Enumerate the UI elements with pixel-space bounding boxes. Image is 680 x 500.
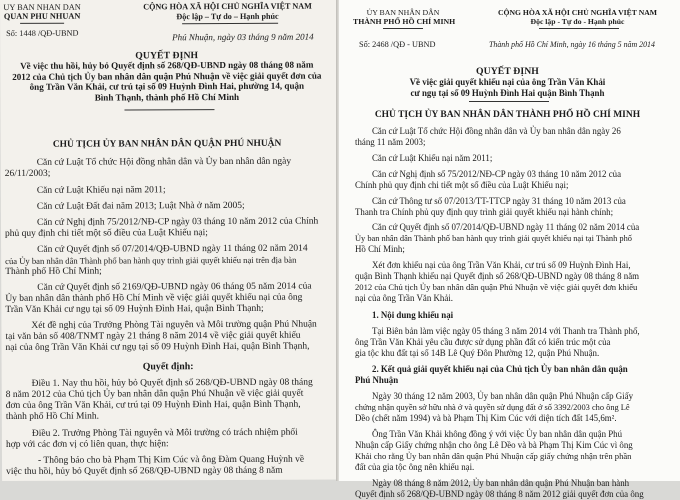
right-body-line: Ủy ban nhân dân Thành phố ban hành quy trình giải quyết khiếu nại tại Thành phố — [355, 234, 632, 243]
right-body-line: 2012 của Chủ tịch Ủy ban nhân dân quận Phú Nhuận về việc giải quyết đơn khiếu — [355, 282, 638, 292]
left-article-1-line: Điều 1. Nay thu hồi, hủy bỏ Quyết định số 268/QĐ-UBND ngày 08 tháng — [31, 377, 313, 389]
left-article-2-line: - Thông báo cho bà Phạm Thị Kim Cúc và ông Đàm Quang Huỳnh về — [37, 454, 305, 466]
right-country-name: CỘNG HÒA XÃ HỘI CHỦ NGHĨA VIỆT NAM — [497, 8, 658, 17]
right-body-line: Chính phủ quy định chi tiết một số điều của Luật Khiếu nại; — [355, 180, 569, 190]
right-date: Thành phố Hồ Chí Minh, ngày 16 tháng 5 năm 2014 — [489, 40, 655, 49]
left-subject-line: 2012 của Chủ tịch Ủy ban nhân dân quận Phú Nhuận về việc giải quyết đơn của — [12, 70, 322, 82]
left-subject — [0, 60, 333, 103]
right-agency-line-1: ỦY BAN NHÂN DÂN — [366, 8, 440, 17]
right-section-2-line: Quyết định số 268/QĐ-UBND ngày 08 tháng 8 năm 2012 giải quyết đơn của ông — [355, 489, 644, 499]
left-motto: Độc lập – Tự do – Hạnh phúc — [176, 11, 279, 22]
right-section-1-line: Tại Biên bản làm việc ngày 05 tháng 3 năm 2014 với Thanh tra Thành phố, — [372, 326, 640, 336]
left-body-line: tại văn bản số 408/TNMT ngày 21 tháng 8 năm 2014 về việc giải quyết khiếu — [5, 330, 301, 342]
right-agency-line-2: THÀNH PHỐ HỒ CHÍ MINH — [353, 17, 456, 26]
left-body-line: Căn cứ Quyết định số 2169/QĐ-UBND ngày 06 tháng 05 năm 2014 của — [37, 281, 312, 293]
right-body-line: Xét đơn khiếu nại của ông Trần Văn Khải, cư trú số 09 Huỳnh Đình Hai, — [372, 260, 631, 270]
right-section-1-line: gia tộc khu đất tại số 14B Lê Quý Đôn Phường 12, quận Phú Nhuận. — [355, 348, 600, 358]
left-document-page — [0, 0, 339, 481]
right-section-2-line: chứng nhận quyền sở hữu nhà ở và quyền sử dụng đất ở số 3392/2003 cho ông Lê — [355, 403, 630, 412]
right-document-number: Số: 2468 /QĐ - UBND — [359, 40, 436, 49]
left-article-1-line: thành phố Hồ Chí Minh. — [5, 411, 99, 422]
left-article-1-line: 8 năm 2012 của Chủ tịch Ủy ban nhân dân quận Phú Nhuận về việc giải quyết — [5, 388, 304, 400]
left-document-number: Số: 1448 /QĐ-UBND — [6, 28, 79, 38]
left-body-line: nại của ông Trần Văn Khải cư ngụ tại số 09 Huỳnh Đình Hai, quận Bình Thạnh, — [5, 341, 310, 353]
left-subject-line: ông Trần Văn Khải, cư trú tại số 09 Huỳnh Đình Hai, phường 14, quận — [29, 80, 305, 92]
right-section-2-heading: 2. Kết quả giải quyết khiếu nại của Chủ tịch Ủy ban nhân dân quận — [372, 364, 628, 374]
right-motto: Độc lập - Tự do - Hạnh phúc — [530, 17, 625, 26]
left-article-2-line: hợp với các đơn vị có liên quan, thực hiện: — [5, 439, 169, 450]
left-decide-heading: Quyết định: — [142, 361, 194, 373]
right-section-2-line: Ngày 08 tháng 8 năm 2012, Ủy ban nhân dân quận Phú Nhuận ban hành — [372, 478, 630, 488]
right-authority-heading: CHỦ TỊCH ỦY BAN NHÂN DÂN THÀNH PHỐ HỒ CHÍ MINH — [374, 109, 641, 120]
right-subject — [339, 77, 676, 98]
right-body-line: Căn cứ Luật Tổ chức Hội đồng nhân dân và Ủy ban nhân dân ngày 26 — [372, 126, 621, 136]
right-body-line: quận Bình Thạnh khiếu nại Quyết định số 268/QĐ-UBND ngày 08 tháng 8 năm — [355, 271, 640, 281]
left-date: Phú Nhuận, ngày 03 tháng 9 năm 2014 — [172, 31, 314, 43]
right-document-page — [339, 0, 680, 499]
left-article-2-line: việc thu hồi, hủy bỏ Quyết định số 268/QĐ-UBND ngày 08 tháng 8 năm — [6, 465, 283, 477]
left-body-line: Ủy ban nhân dân thành phố Hồ Chí Minh về việc giải quyết khiếu nại của ông — [5, 292, 303, 304]
right-section-1-line: ông Trần Văn Khải yêu cầu được sử dụng phần đất có kiến trúc một của — [355, 337, 611, 347]
left-agency-line-2: QUAN PHU NHUAN — [3, 11, 81, 21]
right-section-1-heading: 1. Nội dung khiếu nại — [372, 310, 454, 320]
left-authority-heading: CHỦ TỊCH ỦY BAN NHÂN DÂN QUẬN PHÚ NHUẬN — [52, 137, 282, 150]
left-body-line: Xét đề nghị của Trưởng Phòng Tài nguyên và Môi trường quận Phú Nhuận — [31, 319, 317, 331]
right-section-2-line: Ông Trần Văn Khải không đồng ý với việc Ủy ban nhân dân quận Phú — [372, 429, 623, 439]
right-section-2-line: Dềo (chết năm 1994) và bà Phạm Thị Kim Cúc với diện tích đất 145,6m². — [355, 413, 617, 423]
right-section-2-line: Nhuận cấp Giấy chứng nhận cho ông Lê Dềo và bà Phạm Thị Kim Cúc vì ông — [355, 440, 633, 450]
right-section-2-heading: Phú Nhuận — [355, 375, 399, 385]
right-section-2-line: Khải cho rằng Ủy ban nhân dân quận Phú Nhuận cấp giấy chứng nhận trên phần — [355, 451, 632, 461]
left-article-2-line: Điều 2. Trưởng Phòng Tài nguyên và Môi trường có trách nhiệm phối — [31, 427, 298, 439]
right-body-line: nại của ông Trần Văn Khải. — [355, 293, 453, 303]
right-body-line: Căn cứ Quyết định số 07/2014/QĐ-UBND ngày 11 tháng 02 năm 2014 của — [372, 222, 640, 232]
left-body-line: 26/11/2003; — [4, 168, 51, 179]
right-section-2-line: đất của gia tộc ông nên khiếu nại. — [355, 462, 475, 472]
left-body-line: Căn cứ Luật Khiếu nại năm 2011; — [36, 185, 166, 196]
left-body-line: Căn cứ Luật Tổ chức Hội đồng nhân dân và Ủy ban nhân dân ngày — [36, 156, 292, 168]
right-subject-line: cư ngụ tại số 09 Huỳnh Đình Hai quận Bình Thạnh — [410, 87, 605, 98]
right-subject-line: Về việc giải quyết khiếu nại của ông Trần Văn Khải — [409, 77, 606, 87]
left-body-line: Căn cứ Luật Đất đai năm 2013; Luật Nhà ở năm 2005; — [36, 200, 245, 212]
left-body-line: phủ quy định chi tiết một số điều của Luật Khiếu nại; — [4, 228, 208, 239]
right-body-line: Căn cứ Nghị định số 75/2012/NĐ-CP ngày 03 tháng 10 năm 2012 của — [372, 169, 622, 179]
left-agency-line-1: UY BAN NHAN DAN — [3, 2, 81, 12]
left-body-line: của Ủy ban nhân dân Thành phố ban hành quy trình giải quyết khiếu nại trên địa bàn — [5, 254, 297, 266]
left-body-line: Căn cứ Quyết định số 07/2014/QĐ-UBND ngày 11 tháng 02 năm 2014 — [37, 243, 308, 255]
right-body-line: Căn cứ Thông tư số 07/2013/TT-TTCP ngày 31 tháng 10 năm 2013 của — [372, 196, 626, 206]
right-body-line: Hồ Chí Minh; — [355, 244, 405, 254]
right-body-line: tháng 11 năm 2003; — [355, 137, 426, 147]
left-article-1-line: đơn của ông Trần Văn Khải, cư trú tại 09 Huỳnh Đình Hai, quận Bình Thạnh, — [5, 399, 301, 411]
left-body-line: Căn cứ Nghị định 75/2012/NĐ-CP ngày 03 tháng 10 năm 2012 của Chính — [36, 216, 319, 228]
left-subject-line: Bình Thạnh, thành phố Hồ Chí Minh — [94, 91, 240, 103]
right-body-line: Thanh tra Chính phủ quy định quy trình giải quyết khiếu nại hành chính; — [355, 207, 614, 217]
right-section-2-line: Ngày 30 tháng 12 năm 2003, Ủy ban nhân dân quận Phú Nhuận cấp Giấy — [372, 391, 634, 401]
right-decision-title: QUYẾT ĐỊNH — [475, 66, 539, 77]
left-subject-line: Về việc thu hồi, hủy bỏ Quyết định số 268/QĐ-UBND ngày 08 tháng 08 năm — [20, 59, 314, 71]
left-country-name: CỘNG HÒA XÃ HỘI CHỦ NGHĨA VIỆT NAM — [143, 1, 312, 12]
left-decision-title: QUYẾT ĐỊNH — [135, 50, 199, 62]
left-body-line: Thành phố Hồ Chí Minh; — [5, 266, 102, 277]
right-body-line: Căn cứ Luật Khiếu nại năm 2011; — [372, 153, 493, 163]
left-body-line: Trần Văn Khải cư ngụ tại số 09 Huỳnh Đình Hai, quận Bình Thạnh; — [5, 303, 264, 315]
